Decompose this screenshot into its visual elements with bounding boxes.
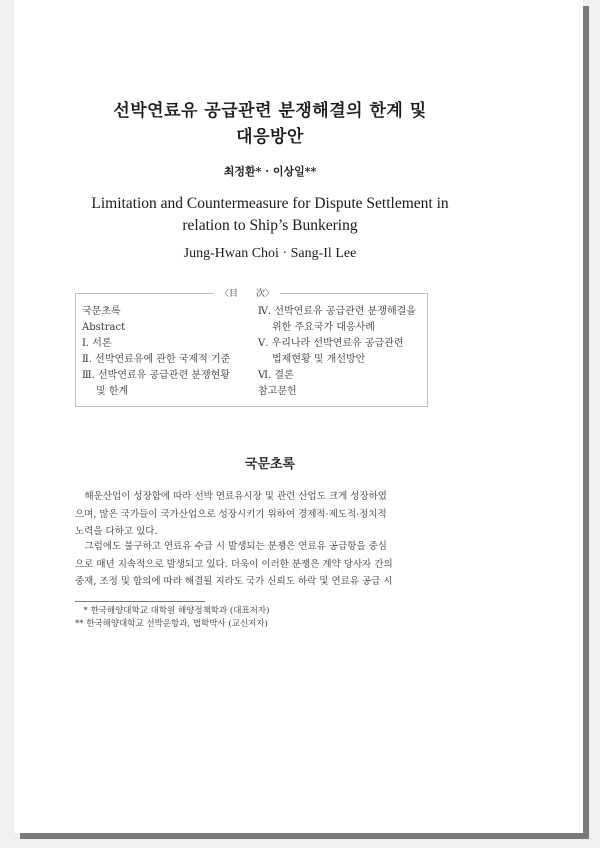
toc-item: 법제현황 및 개선방안: [272, 354, 366, 365]
abstract-paragraph-2: [75, 538, 425, 591]
toc-item: Ⅵ. 결론: [258, 370, 294, 381]
footnote: * 한국해양대학교 대학원 해양정책학과 (대표저자): [75, 606, 270, 616]
english-title: [55, 193, 485, 237]
paragraph-line: 중재, 조정 및 합의에 따라 해결될 지라도 국가 신뢰도 하락 및 연료유 공급 시: [75, 576, 393, 587]
toc-item: Ⅰ. 서론: [82, 338, 112, 349]
footnotes: [75, 605, 269, 631]
english-title-line-2: relation to Ship’s Bunkering: [182, 217, 358, 234]
section-title: 국문초록: [244, 457, 296, 472]
page-shadow-bottom: [20, 833, 589, 839]
footnote: ** 한국해양대학교 선박운항과, 법학박사 (교신저자): [75, 619, 268, 629]
korean-authors: 최정환* · 이상일**: [223, 165, 317, 178]
english-authors: Jung-Hwan Choi · Sang-Il Lee: [183, 246, 357, 261]
toc-item: 및 한계: [96, 386, 129, 397]
toc-left-column: [82, 304, 257, 400]
toc-heading: 〈目 次〉: [214, 286, 280, 299]
paragraph-line: 노력을 다하고 있다.: [75, 526, 158, 537]
toc-right-column: [258, 304, 423, 400]
footnote-divider: [75, 601, 205, 602]
paragraph-line: 그럼에도 불구하고 연료유 수급 시 발생되는 분쟁은 연료유 공급항을 중심: [75, 541, 387, 552]
toc-item: Ⅴ. 우리나라 선박연료유 공급관련: [258, 338, 404, 349]
paragraph-line: 으며, 많은 국가들이 국가산업으로 성장시키기 위하여 경제적·제도적·정치적: [75, 508, 387, 520]
paragraph-line: 으로 매년 지속적으로 발생되고 있다. 더욱이 이러한 분쟁은 계약 당사자 간의: [75, 558, 393, 570]
paragraph-line: 해운산업이 성장함에 따라 선박 연료유시장 및 관련 산업도 크게 성장하였: [75, 491, 387, 502]
table-of-contents: [75, 289, 428, 407]
korean-title-line-2: 대응방안: [236, 127, 304, 147]
toc-item: 참고문헌: [258, 386, 297, 397]
toc-item: 국문초록: [82, 306, 121, 317]
english-title-line-1: Limitation and Countermeasure for Dispute Settlement in: [91, 195, 449, 212]
toc-item: Ⅱ. 선박연료유에 관한 국제적 기준: [82, 354, 231, 365]
abstract-paragraph-1: [75, 488, 425, 541]
toc-item: Abstract: [82, 322, 126, 333]
korean-title: [60, 98, 480, 150]
page-shadow-right: [583, 6, 589, 839]
korean-title-line-1: 선박연료유 공급관련 분쟁해결의 한계 및: [113, 101, 427, 121]
toc-item: Ⅳ. 선박연료유 공급관련 분쟁해결을: [258, 306, 416, 317]
toc-item: 위한 주요국가 대응사례: [272, 322, 375, 333]
toc-item: Ⅲ. 선박연료유 공급관련 분쟁현황: [82, 370, 230, 381]
